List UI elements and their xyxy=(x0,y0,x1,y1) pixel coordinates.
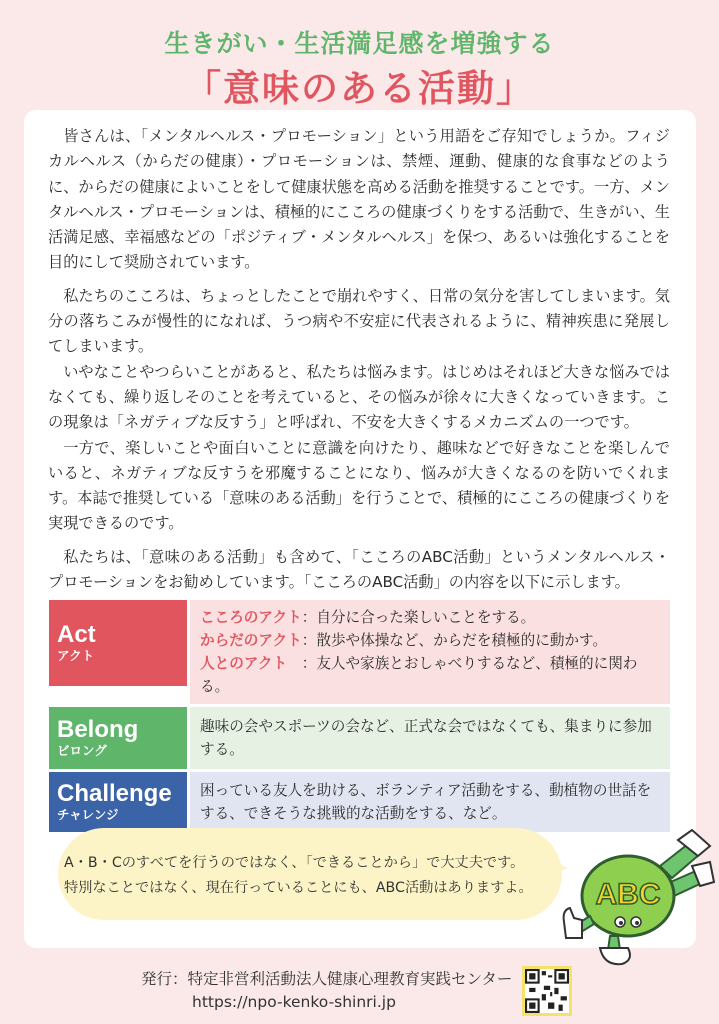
paragraph-abc-intro: 私たちは、「意味のある活動」も含めて、「こころのABC活動」というメンタルヘルス・プロモーションをお勧めしています。「こころのABC活動」の内容を以下に示します。 xyxy=(48,547,670,592)
act-item-text: ：友人や家族とおしゃべりするなど、積極的に関わる。 xyxy=(200,655,638,695)
speech-bubble-text xyxy=(64,851,554,901)
act-item-head: 人とのアクト xyxy=(200,655,302,672)
abc-row-act xyxy=(49,600,670,704)
challenge-label-jp: チャレンジ xyxy=(57,807,119,822)
act-description xyxy=(190,600,670,704)
qr-code-icon xyxy=(525,969,569,1013)
paragraph-intro: 皆さんは、「メンタルヘルス・プロモーション」という用語をご存知でしょうか。フィジカルヘルス（からだの健康）・プロモーションは、禁煙、運動、健康的な食事などのように、からだの健康によいことをして健康状態を高める活動を推奨することです。一方、メンタルヘルス・プロモーションは、積極的にこころの健康づくりをする活動で、生きがい、生活満足感、幸福感などの「ポジティブ・メンタルヘルス」を保つ、あるいは強化することを目的にして奨励されています。 xyxy=(48,127,670,272)
abc-mascot-illustration xyxy=(560,826,716,972)
mascot-label: ABC xyxy=(595,878,661,911)
belong-label-en: Belong xyxy=(57,716,139,743)
belong-label-jp: ビロング xyxy=(57,743,107,758)
abc-row-challenge xyxy=(49,772,670,832)
act-label-jp: アクト xyxy=(57,648,95,663)
act-item xyxy=(200,652,660,698)
bubble-line: 特別なことではなく、現在行っていることにも、ABC活動はありますよ。 xyxy=(64,880,533,896)
act-label-en: Act xyxy=(57,621,96,648)
page-title: 「意味のある活動」 xyxy=(184,67,535,110)
challenge-label xyxy=(49,772,187,832)
act-item xyxy=(200,629,660,652)
paragraph-mind: 私たちのこころは、ちょっとしたことで崩れやすく、日常の気分を害してしまいます。気分の落ちこみが慢性的になれば、うつ病や不安症に代表されるように、精神疾患に発展してしまいます。 xyxy=(48,286,670,356)
bubble-line: A・B・Cのすべてを行うのではなく、「できることから」で大丈夫です。 xyxy=(64,855,525,871)
challenge-description: 困っている友人を助ける、ボランティア活動をする、動植物の世話をする、できそうな挑戦的な活動をする、など。 xyxy=(190,772,670,832)
act-item-head: こころのアクト xyxy=(200,609,302,626)
belong-label xyxy=(49,707,187,769)
paragraph-worry: いやなことやつらいことがあると、私たちは悩みます。はじめはそれほど大きな悩みではなくても、繰り返しそのことを考えていると、その悩みが徐々に大きくなっていきます。この現象は「ネガティブな反すう」と呼ばれ、不安を大きくするメカニズムの一つです。 xyxy=(48,362,670,432)
act-item-head: からだのアクト xyxy=(200,632,302,649)
belong-description: 趣味の会やスポーツの会など、正式な会ではなくても、集まりに参加する。 xyxy=(190,707,670,769)
paragraph-fun: 一方で、楽しいことや面白いことに意識を向けたり、趣味などで好きなことを楽しんでいると、ネガティブな反すうを邪魔することになり、悩みが大きくなるのを防いでくれます。本誌で推奨している「意味のある活動」を行うことで、積極的にこころの健康づくりを実現できるのです。 xyxy=(48,438,670,533)
body-text xyxy=(48,124,670,595)
abc-table xyxy=(49,600,670,835)
page-subtitle: 生きがい・生活満足感を増強する xyxy=(164,29,555,58)
act-label xyxy=(49,600,187,686)
act-item-text: ：散歩や体操など、からだを積極的に動かす。 xyxy=(301,632,608,649)
act-item-text: ：自分に合った楽しいことをする。 xyxy=(301,609,536,626)
website-link[interactable]: https://npo-kenko-shinri.jp xyxy=(192,993,396,1011)
act-item xyxy=(200,606,660,629)
publisher-text: 発行：特定非営利活動法人健康心理教育実践センター xyxy=(141,970,513,988)
qr-code[interactable] xyxy=(522,966,572,1016)
abc-row-belong xyxy=(49,707,670,769)
challenge-label-en: Challenge xyxy=(57,780,172,807)
